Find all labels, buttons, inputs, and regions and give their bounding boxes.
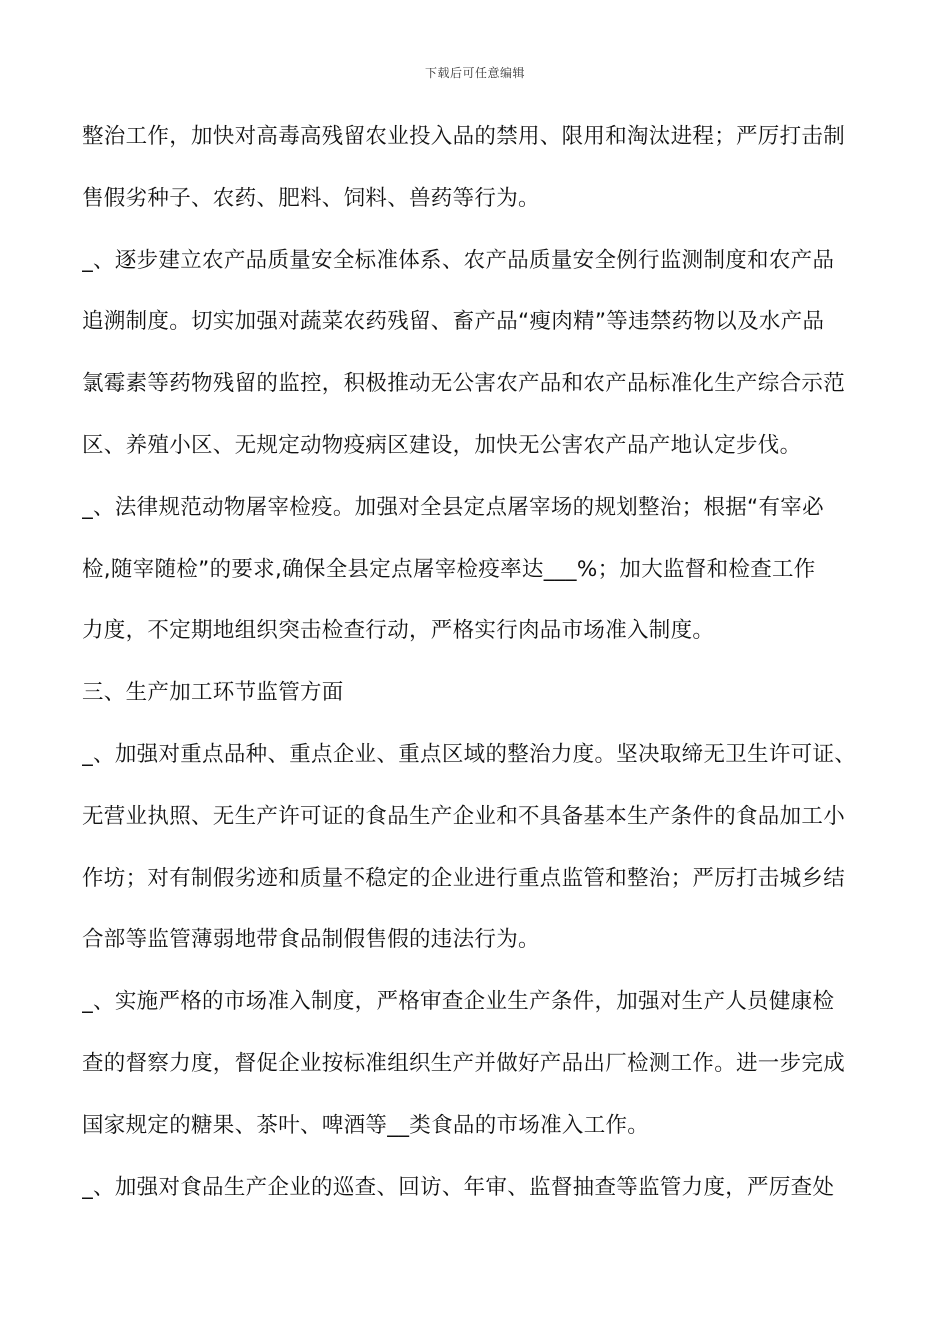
text-line: _、加强对重点品种、重点企业、重点区域的整治力度。坚决取缔无卫生许可证、 xyxy=(82,741,857,767)
text-line: 检,随宰随检”的要求,确保全县定点屠宰检疫率达___%；加大监督和检查工作 xyxy=(82,556,816,582)
page-header: 下载后可任意编辑 xyxy=(424,66,525,80)
text-line: _、加强对食品生产企业的巡查、回访、年审、监督抽查等监管力度，严厉查处 xyxy=(82,1174,835,1200)
text-line: 售假劣种子、农药、肥料、饲料、兽药等行为。 xyxy=(82,185,540,211)
text-line: 作坊；对有制假劣迹和质量不稳定的企业进行重点监管和整治；严厉打击城乡结 xyxy=(82,865,846,891)
text-line: 追溯制度。切实加强对蔬菜农药残留、畜产品“瘦肉精”等违禁药物以及水产品 xyxy=(82,309,825,335)
text-line: _、实施严格的市场准入制度，严格审查企业生产条件，加强对生产人员健康检 xyxy=(82,989,835,1015)
text-line: 氯霉素等药物残留的监控，积极推动无公害农产品和农产品标准化生产综合示范 xyxy=(82,371,846,397)
text-line: _、法律规范动物屠宰检疫。加强对全县定点屠宰场的规划整治；根据“有宰必 xyxy=(82,494,824,520)
text-line: 国家规定的糖果、茶叶、啤酒等__类食品的市场准入工作。 xyxy=(82,1112,650,1138)
text-line: 查的督察力度，督促企业按标准组织生产并做好产品出厂检测工作。进一步完成 xyxy=(82,1050,846,1076)
text-line: _、逐步建立农产品质量安全标准体系、农产品质量安全例行监测制度和农产品 xyxy=(82,247,835,273)
text-line: 无营业执照、无生产许可证的食品生产企业和不具备基本生产条件的食品加工小 xyxy=(82,803,846,829)
text-line: 整治工作，加快对高毒高残留农业投入品的禁用、限用和淘汰进程；严厉打击制 xyxy=(82,124,846,149)
section-heading: 三、生产加工环节监管方面 xyxy=(82,680,344,706)
document-body xyxy=(82,118,882,1230)
text-line: 合部等监管薄弱地带食品制假售假的违法行为。 xyxy=(82,927,540,953)
text-line: 力度，不定期地组织突击检查行动，严格实行肉品市场准入制度。 xyxy=(82,618,715,644)
text-line: 区、养殖小区、无规定动物疫病区建设，加快无公害农产品产地认定步伐。 xyxy=(82,432,802,458)
